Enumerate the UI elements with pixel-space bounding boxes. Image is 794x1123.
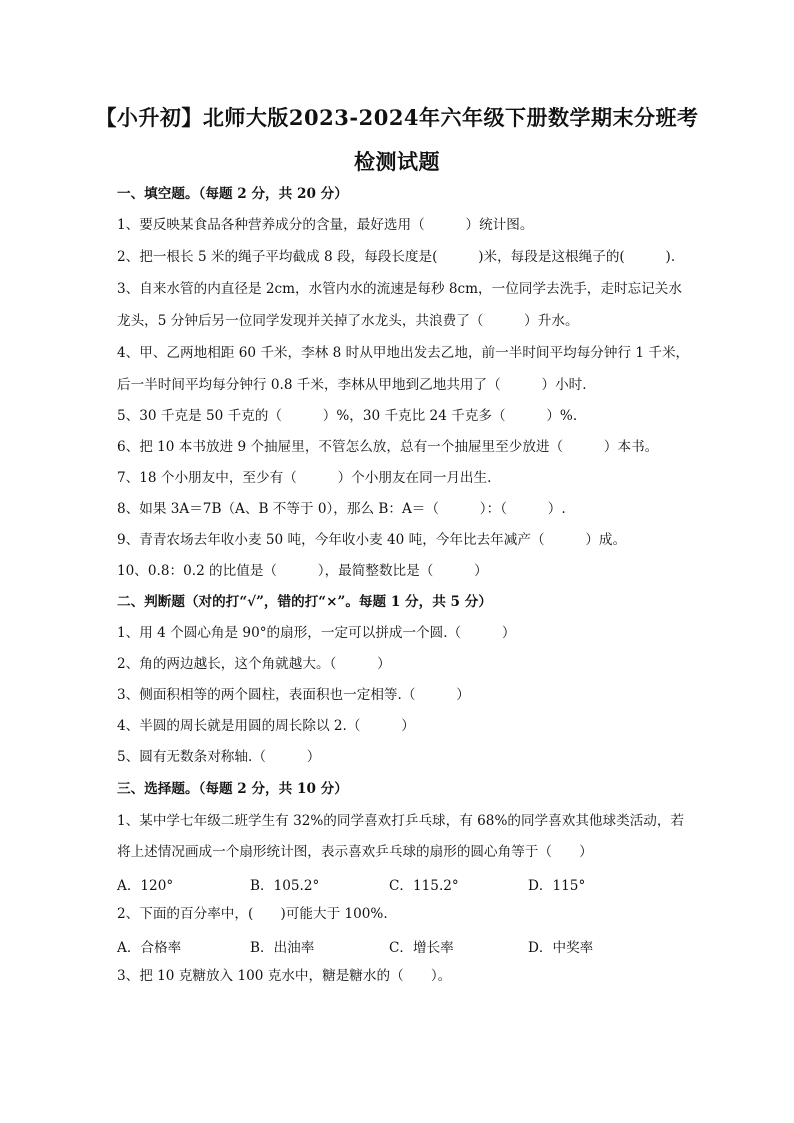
question-3-2-option-b: B．出油率: [250, 940, 315, 956]
question-3-1-option-b: B．105.2°: [250, 878, 320, 894]
page-subtitle: 检测试题: [354, 149, 440, 174]
section-fill-in-heading: 一、填空题。（每题 2 分，共 20 分）: [117, 186, 348, 202]
question-1-8: 8、如果 3A＝7B（A、B 不等于 0），那么 B：A＝（ ）：（ ）.: [117, 501, 566, 517]
question-1-3-line1: 3、自来水管的内直径是 2cm，水管内水的流速是每秒 8cm，一位同学去洗手，走时忘记关水: [117, 281, 682, 297]
question-1-5: 5、30 千克是 50 千克的（ ）%，30 千克比 24 千克多（ ）%.: [117, 408, 578, 424]
question-2-5: 5、圆有无数条对称轴.（ ）: [117, 749, 321, 765]
question-3-2-option-c: C．增长率: [389, 940, 454, 956]
question-2-1: 1、用 4 个圆心角是 90°的扇形，一定可以拼成一个圆.（ ）: [117, 625, 516, 641]
question-2-4: 4、半圆的周长就是用圆的周长除以 2.（ ）: [117, 718, 415, 734]
section-true-false-heading: 二、判断题（对的打“√”，错的打“×”。每题 1 分，共 5 分）: [117, 594, 492, 610]
question-3-1-line2: 将上述情况画成一个扇形统计图，表示喜欢乒乓球的扇形的圆心角等于（ ）: [117, 844, 593, 860]
question-3-2-option-a: A．合格率: [117, 940, 182, 956]
question-1-4-line2: 后一半时间平均每分钟行 0.8 千米，李林从甲地到乙地共用了（ ）小时.: [117, 377, 587, 393]
question-3-1-option-a: A．120°: [117, 878, 174, 894]
section-multiple-choice-heading: 三、选择题。（每题 2 分，共 10 分）: [117, 781, 348, 797]
question-3-1-line1: 1、某中学七年级二班学生有 32%的同学喜欢打乒乓球，有 68%的同学喜欢其他球类活动，若: [117, 813, 685, 829]
question-3-2-option-d: D．中奖率: [528, 940, 594, 956]
question-1-4-line1: 4、甲、乙两地相距 60 千米，李林 8 时从甲地出发去乙地，前一半时间平均每分钟行 1 千米，: [117, 345, 690, 361]
question-1-9: 9、青青农场去年收小麦 50 吨，今年收小麦 40 吨，今年比去年减产（ ）成。: [117, 532, 627, 548]
question-3-1-option-d: D．115°: [528, 878, 586, 894]
question-3-3: 3、把 10 克糖放入 100 克水中，糖是糖水的（ ）。: [117, 968, 452, 984]
question-1-3-line2: 龙头，5 分钟后另一位同学发现并关掉了水龙头，共浪费了（ ）升水。: [117, 313, 579, 329]
question-1-7: 7、18 个小朋友中，至少有（ ）个小朋友在同一月出生.: [117, 470, 492, 486]
question-1-2: 2、把一根长 5 米的绳子平均截成 8 段，每段长度是( )米，每段是这根绳子的( ).: [117, 249, 676, 265]
question-3-1-option-c: C．115.2°: [389, 878, 459, 894]
question-1-6: 6、把 10 本书放进 9 个抽屉里，不管怎么放，总有一个抽屉里至少放进（ ）本书。: [117, 439, 659, 455]
question-2-3: 3、侧面积相等的两个圆柱，表面积也一定相等.（ ）: [117, 687, 470, 703]
question-1-10: 10、0.8：0.2 的比值是（ ），最简整数比是（ ）: [117, 563, 488, 579]
question-2-2: 2、角的两边越长，这个角就越大。（ ）: [117, 656, 391, 672]
question-3-2: 2、下面的百分率中，( )可能大于 100%.: [117, 906, 388, 922]
question-1-1: 1、要反映某食品各种营养成分的含量，最好选用（ ）统计图。: [117, 217, 534, 233]
page-title: 【小升初】北师大版2023-2024年六年级下册数学期末分班考: [95, 105, 699, 130]
